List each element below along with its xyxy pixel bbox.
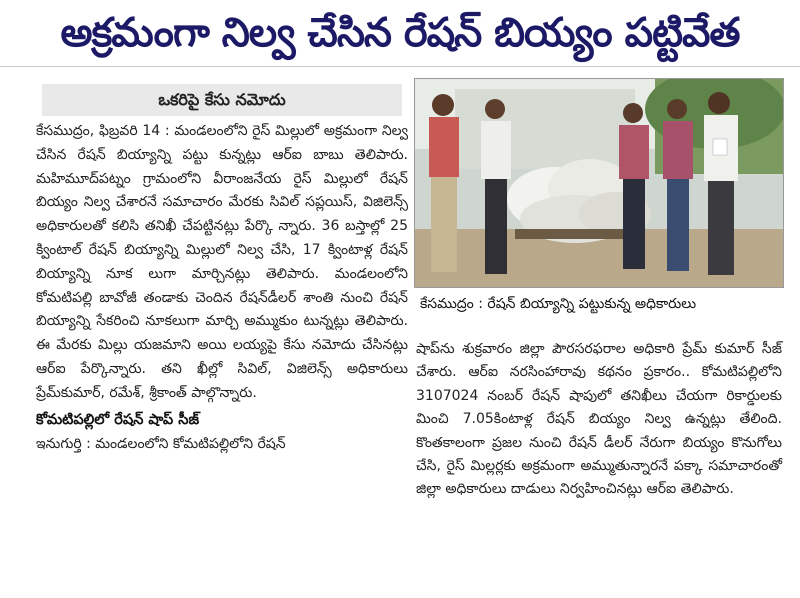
subheadline: ఒకరిపై కేసు నమోదు	[42, 84, 402, 116]
article-body-left: కేసముద్రం, ఫిబ్రవరి 14 : మండలంలోని రైస్ మిల్లులో అక్రమంగా నిల్వ చేసిన రేషన్ బియ్యాన్ని పట్టు కున్నట్లు ఆర్ఐ బాబు తెలిపారు. మహిమూద్‌పట్నం గ్రామంలోని వీరాంజనేయ రైస్ మిల్లులో రేషన్ బియ్యం నిల్వ చేశారనే సమాచారం మేరకు సివిల్ సప్లయిస్, విజిలెన్స్ అధికారులతో కలిసి తనిఖీ చేపట్టినట్లు పేర్కొ న్నారు. 36 బస్తాల్లో 25 క్వింటాల్ రేషన్ బియ్యాన్ని మిల్లులో నిల్వ చేసి, 17 క్వింటాళ్ల రేషన్ బియ్యాన్ని నూక లుగా మార్చినట్లు తెలిపారు. మండలంలోని కోమటిపల్లి బావోజీ తండాకు చెందిన రేషన్‌డీలర్ శాంతి నుంచి రేషన్ బియ్యాన్ని సేకరించి నూకలుగా మార్చి అమ్ముకుం టున్నట్లు తెలిపారు. ఈ మేరకు మిల్లు యజమాని అయి లయ్యపై కేసు నమోదు చేసినట్లు ఆర్ఐ పేర్కొన్నారు. తని ఖీల్లో సివిల్, విజిలెన్స్ అధికారులు ప్రేమ్‌కుమార్, రమేశ్, శ్రీకాంత్ పాల్గొన్నారు.	[36, 123, 408, 401]
news-photo	[414, 78, 784, 288]
headline: అక్రమంగా నిల్వ చేసిన రేషన్ బియ్యం పట్టివేత	[60, 10, 740, 56]
headline-rule	[0, 66, 800, 67]
photo-caption: కేసముద్రం : రేషన్ బియ్యాన్ని పట్టుకున్న అధికారులు	[420, 296, 697, 312]
article-column-right	[416, 338, 782, 578]
article-column-left	[36, 120, 408, 598]
section2-title: కోమటిపల్లిలో రేషన్ షాప్ సీజ్	[36, 411, 200, 428]
article-body-right: షాప్‌ను శుక్రవారం జిల్లా పౌరసరఫరాల అధికారి ప్రేమ్ కుమార్ సీజ్ చేశారు. ఆర్ఐ నరసింహారావు కథనం ప్రకారం.. కోమటిపల్లిలోని 3107024 నంబర్ రేషన్ షాపులో తనిఖీలు చేయగా రికార్డులకు మించి 7.05కింటాళ్ల రేషన్ బియ్యం నిల్వ ఉన్నట్లు తేలింది. కొంతకాలంగా ప్రజల నుంచి రేషన్ డీలర్ నేరుగా బియ్యం కొనుగోలు చేసి, రైస్ మిల్లర్లకు అక్రమంగా అమ్ముతున్నారనే పక్కా సమాచారంతో జిల్లా అధికారులు దాడులు నిర్వహించినట్లు ఆర్ఐ తెలిపారు.	[416, 341, 782, 498]
section2-lead: ఇనుగుర్తి : మండలంలోని కోమటిపల్లిలోని రేషన్	[36, 435, 286, 452]
